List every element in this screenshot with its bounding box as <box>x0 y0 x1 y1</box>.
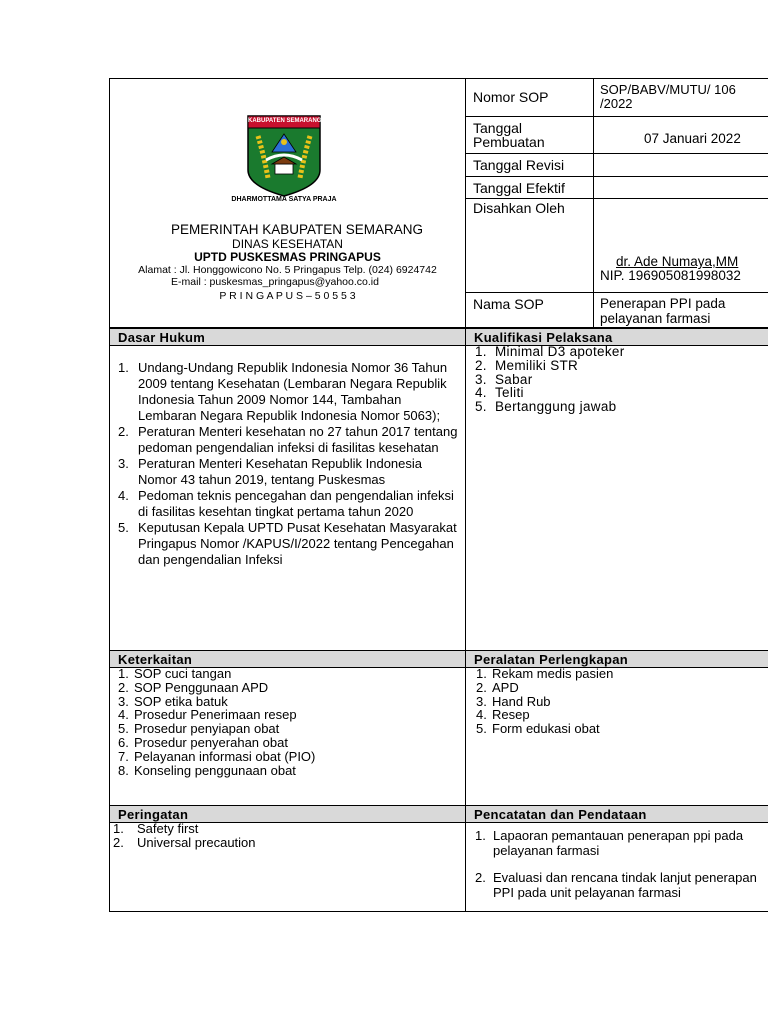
peringatan-list <box>113 822 256 850</box>
list-item: 3. Hand Rub <box>476 693 551 709</box>
bottom-border <box>109 911 768 912</box>
logo-banner: KABUPATEN SEMARANG <box>248 118 322 124</box>
list-item: 2. Universal precaution <box>113 834 256 850</box>
address: Alamat : Jl. Honggowicono No. 5 Pringapus Telp. (024) 6924742 <box>138 264 437 276</box>
list-item: 5. Prosedur penyiapan obat <box>118 721 280 737</box>
peralatan-list <box>476 667 613 736</box>
list-item: 1. Rekam medis pasien <box>476 666 614 681</box>
disahkan-label: Disahkan Oleh <box>473 200 565 216</box>
list-item: 4. Teliti <box>475 385 524 401</box>
pencatatan-list <box>475 828 768 900</box>
list-item: 1. Undang-Undang Republik Indonesia Nomor 36 Tahun 2009 tentang Kesehatan (Lembaran Negara Republik Indonesia Tahun 2009 Nomor 144, Tambahan Lembaran Negara Republik Indonesia Nomor 5063); <box>118 360 448 423</box>
column-divider <box>465 78 466 912</box>
logo-motto: DHARMOTTAMA SATYA PRAJA <box>231 196 337 203</box>
signer-name: dr. Ade Numaya,MM <box>616 254 739 269</box>
pencatatan-title: Pencatatan dan Pendataan <box>474 807 647 822</box>
gov-name: PEMERINTAH KABUPATEN SEMARANG <box>170 222 424 237</box>
list-item: 2. Peraturan Menteri kesehatan no 27 tahun 2017 tentang pedoman pengendalian infeksi di fasilitas kesehatan <box>118 424 458 455</box>
nomor-sop-value-2: /2022 <box>600 96 633 111</box>
peringatan-title: Peringatan <box>118 807 189 822</box>
list-item: 3. Peraturan Menteri Kesehatan Republik Indonesia Nomor 43 tahun 2019, tentang Puskesmas <box>118 456 423 487</box>
keterkaitan-title: Keterkaitan <box>118 652 193 667</box>
list-item: 3. SOP etika batuk <box>118 693 228 709</box>
dept-name: DINAS KESEHATAN <box>232 237 343 251</box>
keterkaitan-list <box>118 667 315 777</box>
email: E-mail : puskesmas_pringapus@yahoo.co.id <box>171 276 379 288</box>
nomor-sop-value-1: SOP/BABV/MUTU/ 106 <box>600 82 736 97</box>
nama-sop-value-2: pelayanan farmasi <box>600 311 711 326</box>
nama-sop-label: Nama SOP <box>473 296 544 312</box>
kabupaten-semarang-logo <box>244 112 324 202</box>
list-item: 1. Safety first <box>113 821 199 836</box>
efektif-label: Tanggal Efektif <box>473 180 565 196</box>
kualifikasi-list <box>475 345 625 414</box>
list-item: 5. Form edukasi obat <box>476 721 600 737</box>
tanggal-label-2: Pembuatan <box>473 134 545 150</box>
list-item: 5. Bertanggung jawab <box>475 399 617 415</box>
dasar-hukum-title: Dasar Hukum <box>118 330 206 345</box>
list-item: 1. SOP cuci tangan <box>118 666 232 681</box>
nama-sop-value-1: Penerapan PPI pada <box>600 296 726 311</box>
nomor-sop-label: Nomor SOP <box>473 89 549 105</box>
postal: P R I N G A P U S – 5 0 5 5 3 <box>219 290 356 302</box>
tanggal-label-1: Tanggal <box>473 120 523 136</box>
shield-emblem-icon <box>244 112 324 202</box>
left-border <box>109 78 110 912</box>
list-item: 8. Konseling penggunaan obat <box>118 762 296 778</box>
list-item: 4. Resep <box>476 707 530 723</box>
dasar-hukum-list <box>118 360 462 568</box>
list-item: 7. Pelayanan informasi obat (PIO) <box>118 748 316 764</box>
list-item: 2. APD <box>476 679 519 695</box>
list-item: 6. Prosedur penyerahan obat <box>118 734 288 750</box>
list-item: 4. Prosedur Penerimaan resep <box>118 707 297 723</box>
list-item: 3. Sabar <box>475 371 533 387</box>
unit-name: UPTD PUSKESMAS PRINGAPUS <box>194 250 381 264</box>
list-item: 2. SOP Penggunaan APD <box>118 679 269 695</box>
peralatan-title: Peralatan Perlengkapan <box>474 652 628 667</box>
signer-nip: NIP. 196905081998032 <box>600 268 741 283</box>
list-item: 5. Keputusan Kepala UPTD Pusat Kesehatan Masyarakat Pringapus Nomor /KAPUS/I/2022 tentang Pencegahan dan pengendalian Infeksi <box>118 520 457 567</box>
list-item: 4. Pedoman teknis pencegahan dan pengendalian infeksi di fasilitas kesehtan tingkat pertama tahun 2020 <box>118 488 454 519</box>
list-item: 1. Lapaoran pemantauan penerapan ppi pada pelayanan farmasi <box>475 828 744 858</box>
list-item: 2. Memiliki STR <box>475 357 579 373</box>
tanggal-value: 07 Januari 2022 <box>644 131 741 146</box>
list-item: 2. Evaluasi dan rencana tindak lanjut penerapan PPI pada unit pelayanan farmasi <box>475 870 757 900</box>
revisi-label: Tanggal Revisi <box>473 157 565 173</box>
kualifikasi-title: Kualifikasi Pelaksana <box>474 330 613 345</box>
list-item: 1. Minimal D3 apoteker <box>475 344 625 359</box>
